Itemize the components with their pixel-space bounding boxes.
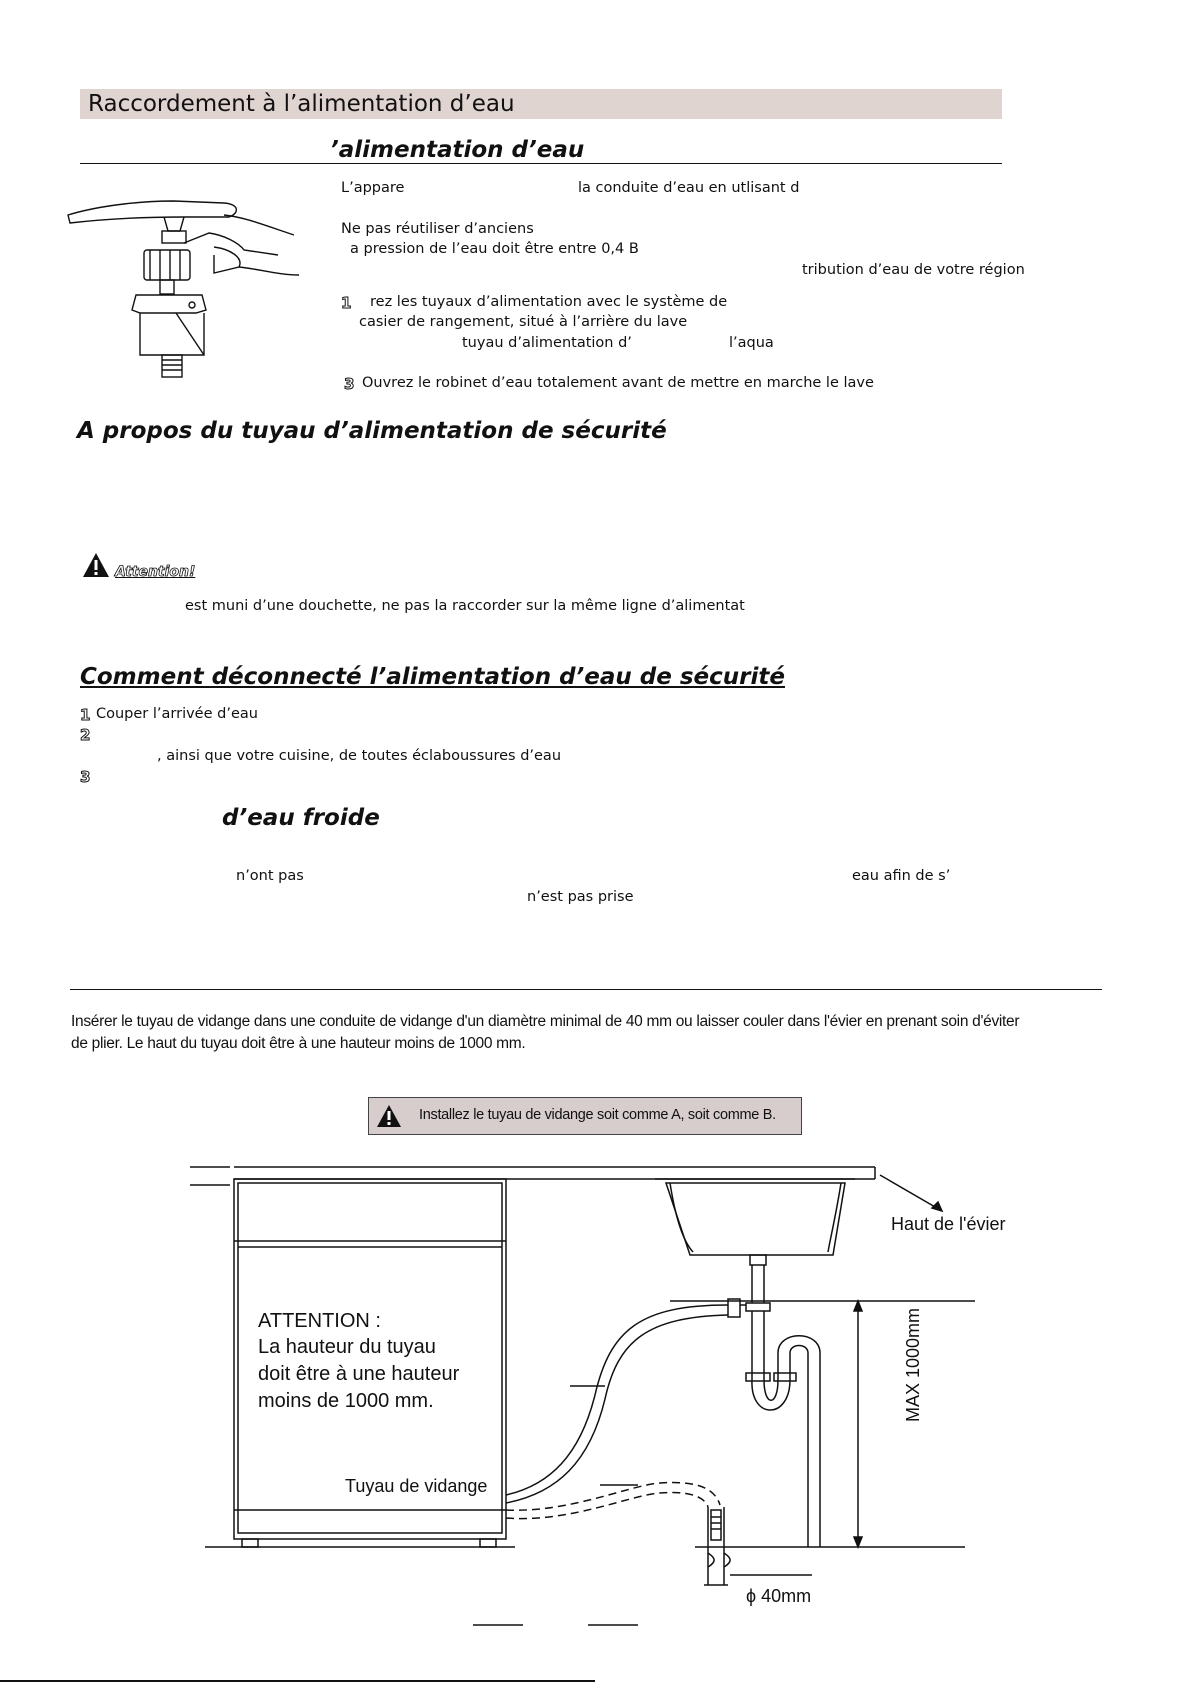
disconnect-step-text: , ainsi que votre cuisine, de toutes éclaboussures d’eau	[157, 748, 562, 764]
drain-paragraph: de plier. Le haut du tuyau doit être à une hauteur moins de 1000 mm.	[71, 1035, 526, 1052]
diagram-attention-line: doit être à une hauteur	[258, 1363, 460, 1385]
attention-text: est muni d’une douchette, ne pas la raccorder sur la même ligne d’alimentat	[185, 598, 745, 614]
supply-step-text: Ouvrez le robinet d’eau totalement avant de mettre en marche le lave	[362, 375, 874, 391]
step-number: 3	[344, 375, 355, 393]
warning-icon	[376, 1104, 402, 1128]
max-height-label: MAX 1000mm	[903, 1307, 923, 1422]
supply-text-line: la conduite d’eau en utlisant d	[578, 180, 800, 196]
cold-water-heading: d’eau froide	[222, 805, 380, 831]
warning-icon	[82, 552, 110, 578]
disconnect-heading: Comment déconnecté l’alimentation d’eau de sécurité	[80, 664, 785, 690]
attention-label: Attention!	[115, 564, 196, 580]
supply-step-text: casier de rangement, situé à l’arrière du lave	[359, 314, 688, 330]
hose-label: Tuyau de vidange	[345, 1476, 488, 1496]
drain-section-rule	[70, 989, 1102, 990]
step-number: 2	[80, 726, 91, 744]
cold-water-text: eau afin de s’	[852, 868, 951, 884]
page-bottom-rule	[0, 1680, 595, 1682]
pipe-diameter-label: ϕ 40mm	[746, 1586, 812, 1606]
sink-top-label: Haut de l'évier	[891, 1214, 1006, 1234]
cold-water-text: n’ont pas	[236, 868, 304, 884]
supply-text-line: Ne pas réutiliser d’anciens	[341, 221, 534, 237]
diagram-attention-line: La hauteur du tuyau	[258, 1336, 436, 1358]
safety-heading: A propos du tuyau d’alimentation de sécurité	[77, 418, 667, 444]
tap-connection-illustration	[64, 195, 304, 385]
step-number: 3	[80, 768, 91, 786]
section-title: Raccordement à l’alimentation d’eau	[88, 91, 515, 117]
diagram-attention-line: moins de 1000 mm.	[258, 1390, 434, 1412]
drain-paragraph: Insérer le tuyau de vidange dans une conduite de vidange d'un diamètre minimal de 40 mm ou laisser couler dans l'évier en prenant soin d'éviter	[71, 1013, 1020, 1030]
step-number: 1	[341, 294, 352, 312]
supply-heading: ’alimentation d’eau	[330, 137, 585, 163]
supply-step-text: tuyau d’alimentation d’	[462, 335, 632, 351]
disconnect-step-text: Couper l’arrivée d’eau	[96, 706, 258, 722]
supply-step-text: rez les tuyaux d’alimentation avec le système de	[370, 294, 728, 310]
heading-rule	[80, 163, 1002, 164]
diagram-attention-title: ATTENTION :	[258, 1310, 381, 1332]
supply-text-line: tribution d’eau de votre région	[802, 262, 1025, 278]
step-number: 1	[80, 706, 91, 724]
supply-step-text: l’aqua	[729, 335, 774, 351]
supply-text-line: L’appare	[341, 180, 405, 196]
supply-text-line: a pression de l’eau doit être entre 0,4 B	[350, 241, 639, 257]
drain-warning-text: Installez le tuyau de vidange soit comme A, soit comme B.	[419, 1107, 776, 1123]
cold-water-text: n’est pas prise	[527, 889, 634, 905]
